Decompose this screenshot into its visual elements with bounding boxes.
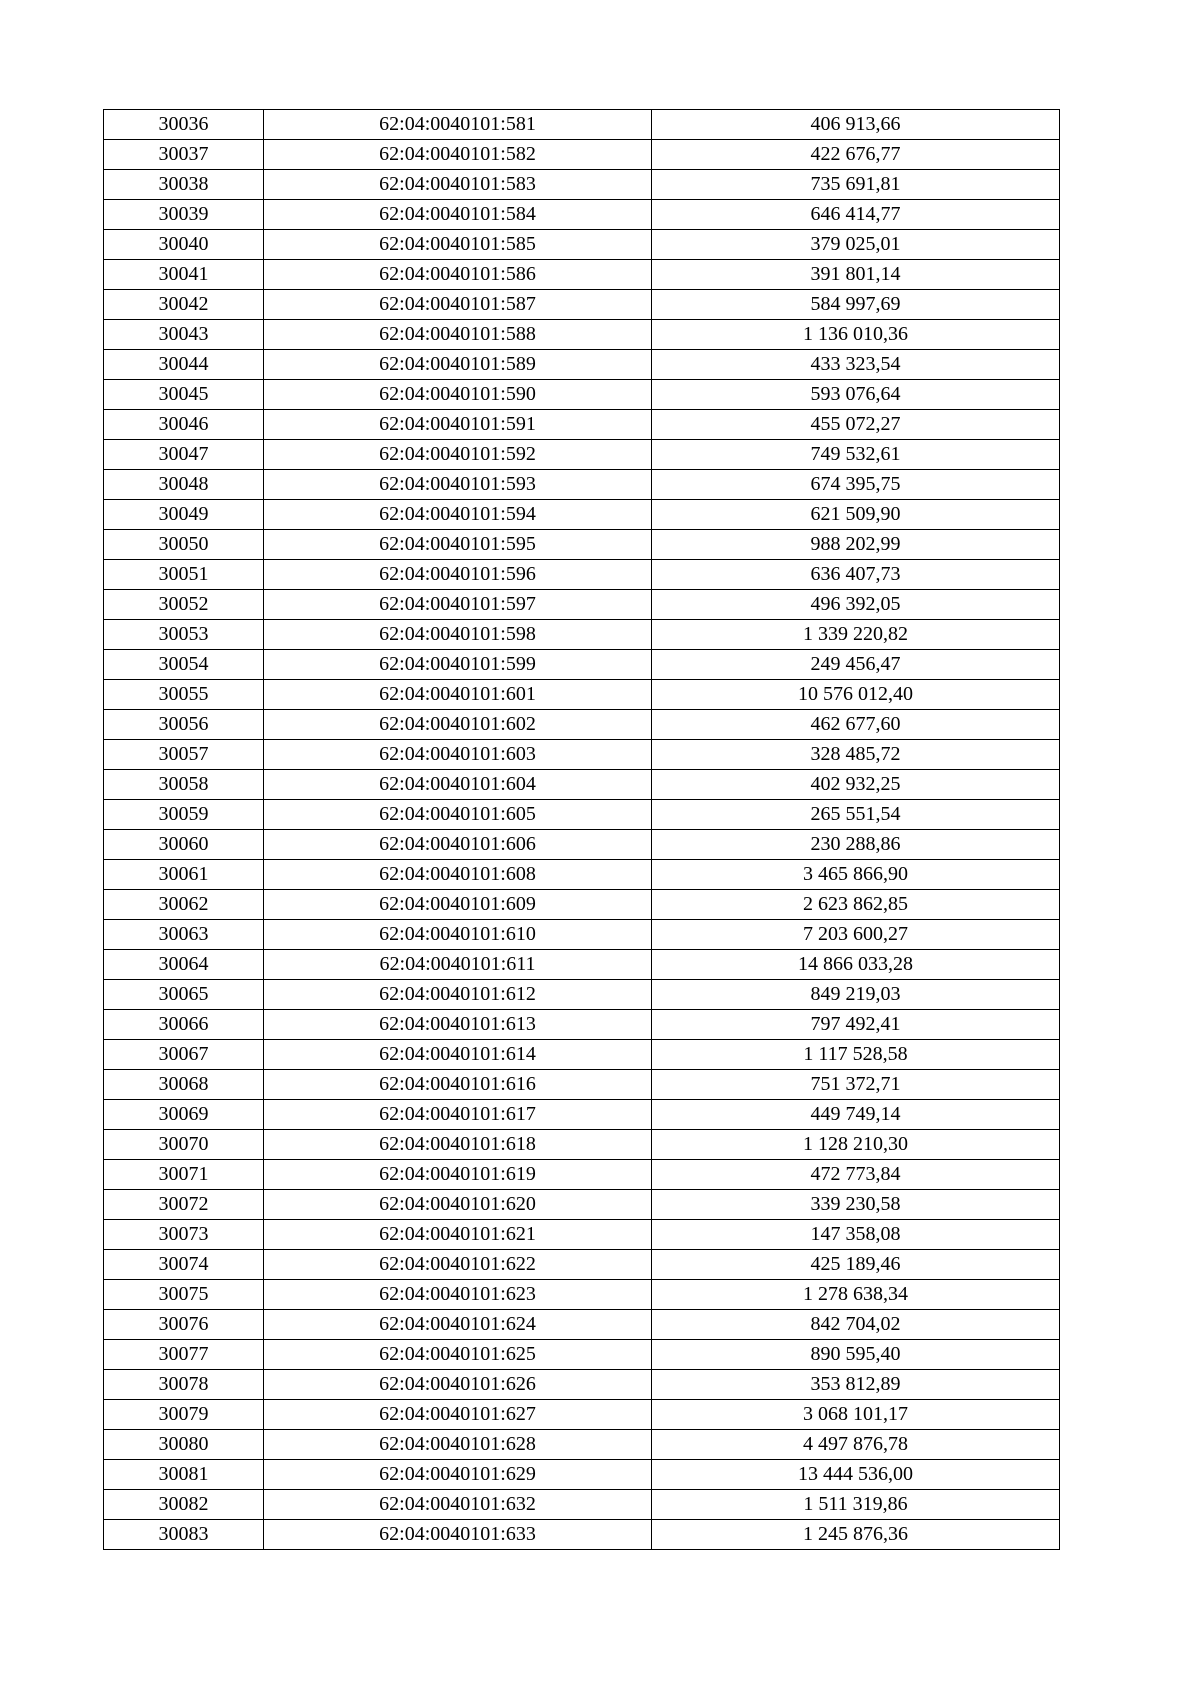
row-number-cell: 30071 <box>104 1160 264 1190</box>
table-row <box>104 1370 1060 1400</box>
value-cell: 646 414,77 <box>652 200 1060 230</box>
cadastral-number-cell: 62:04:0040101:595 <box>264 530 652 560</box>
row-number-cell: 30055 <box>104 680 264 710</box>
row-number-cell: 30062 <box>104 890 264 920</box>
value-cell: 797 492,41 <box>652 1010 1060 1040</box>
table-row <box>104 1070 1060 1100</box>
cadastral-number-cell: 62:04:0040101:624 <box>264 1310 652 1340</box>
table-row <box>104 290 1060 320</box>
row-number-cell: 30077 <box>104 1340 264 1370</box>
cadastral-number-cell: 62:04:0040101:623 <box>264 1280 652 1310</box>
cadastral-number-cell: 62:04:0040101:619 <box>264 1160 652 1190</box>
table-row <box>104 530 1060 560</box>
table-row <box>104 1520 1060 1550</box>
value-cell: 2 623 862,85 <box>652 890 1060 920</box>
row-number-cell: 30076 <box>104 1310 264 1340</box>
value-cell: 353 812,89 <box>652 1370 1060 1400</box>
table-row <box>104 860 1060 890</box>
cadastral-number-cell: 62:04:0040101:627 <box>264 1400 652 1430</box>
cadastral-number-cell: 62:04:0040101:606 <box>264 830 652 860</box>
row-number-cell: 30079 <box>104 1400 264 1430</box>
cadastral-number-cell: 62:04:0040101:621 <box>264 1220 652 1250</box>
table-row <box>104 140 1060 170</box>
value-cell: 3 465 866,90 <box>652 860 1060 890</box>
cadastral-number-cell: 62:04:0040101:605 <box>264 800 652 830</box>
row-number-cell: 30073 <box>104 1220 264 1250</box>
table-row <box>104 1130 1060 1160</box>
row-number-cell: 30048 <box>104 470 264 500</box>
table-row <box>104 1430 1060 1460</box>
table-row <box>104 1340 1060 1370</box>
table-body <box>104 110 1060 1550</box>
value-cell: 472 773,84 <box>652 1160 1060 1190</box>
row-number-cell: 30049 <box>104 500 264 530</box>
value-cell: 988 202,99 <box>652 530 1060 560</box>
value-cell: 3 068 101,17 <box>652 1400 1060 1430</box>
table-row <box>104 1040 1060 1070</box>
table-row <box>104 1100 1060 1130</box>
value-cell: 1 117 528,58 <box>652 1040 1060 1070</box>
value-cell: 584 997,69 <box>652 290 1060 320</box>
cadastral-number-cell: 62:04:0040101:599 <box>264 650 652 680</box>
value-cell: 449 749,14 <box>652 1100 1060 1130</box>
cadastral-number-cell: 62:04:0040101:625 <box>264 1340 652 1370</box>
table-row <box>104 500 1060 530</box>
row-number-cell: 30039 <box>104 200 264 230</box>
value-cell: 593 076,64 <box>652 380 1060 410</box>
table-row <box>104 110 1060 140</box>
cadastral-number-cell: 62:04:0040101:602 <box>264 710 652 740</box>
cadastral-number-cell: 62:04:0040101:591 <box>264 410 652 440</box>
value-cell: 379 025,01 <box>652 230 1060 260</box>
row-number-cell: 30043 <box>104 320 264 350</box>
row-number-cell: 30080 <box>104 1430 264 1460</box>
cadastral-number-cell: 62:04:0040101:584 <box>264 200 652 230</box>
cadastral-number-cell: 62:04:0040101:598 <box>264 620 652 650</box>
value-cell: 328 485,72 <box>652 740 1060 770</box>
table-row <box>104 380 1060 410</box>
row-number-cell: 30067 <box>104 1040 264 1070</box>
value-cell: 230 288,86 <box>652 830 1060 860</box>
value-cell: 674 395,75 <box>652 470 1060 500</box>
table-row <box>104 830 1060 860</box>
row-number-cell: 30045 <box>104 380 264 410</box>
row-number-cell: 30053 <box>104 620 264 650</box>
value-cell: 636 407,73 <box>652 560 1060 590</box>
value-cell: 14 866 033,28 <box>652 950 1060 980</box>
table-row <box>104 1220 1060 1250</box>
table-row <box>104 350 1060 380</box>
value-cell: 147 358,08 <box>652 1220 1060 1250</box>
value-cell: 433 323,54 <box>652 350 1060 380</box>
row-number-cell: 30036 <box>104 110 264 140</box>
table-row <box>104 800 1060 830</box>
table-row <box>104 680 1060 710</box>
table-row <box>104 260 1060 290</box>
row-number-cell: 30057 <box>104 740 264 770</box>
value-cell: 621 509,90 <box>652 500 1060 530</box>
row-number-cell: 30038 <box>104 170 264 200</box>
table-row <box>104 590 1060 620</box>
table-row <box>104 1160 1060 1190</box>
value-cell: 455 072,27 <box>652 410 1060 440</box>
row-number-cell: 30059 <box>104 800 264 830</box>
table-row <box>104 1190 1060 1220</box>
cadastral-number-cell: 62:04:0040101:611 <box>264 950 652 980</box>
table-row <box>104 230 1060 260</box>
value-cell: 249 456,47 <box>652 650 1060 680</box>
table-row <box>104 920 1060 950</box>
cadastral-number-cell: 62:04:0040101:581 <box>264 110 652 140</box>
row-number-cell: 30040 <box>104 230 264 260</box>
cadastral-number-cell: 62:04:0040101:604 <box>264 770 652 800</box>
value-cell: 462 677,60 <box>652 710 1060 740</box>
row-number-cell: 30082 <box>104 1490 264 1520</box>
table-row <box>104 1280 1060 1310</box>
value-cell: 422 676,77 <box>652 140 1060 170</box>
row-number-cell: 30042 <box>104 290 264 320</box>
cadastral-number-cell: 62:04:0040101:590 <box>264 380 652 410</box>
value-cell: 406 913,66 <box>652 110 1060 140</box>
value-cell: 402 932,25 <box>652 770 1060 800</box>
value-cell: 842 704,02 <box>652 1310 1060 1340</box>
cadastral-number-cell: 62:04:0040101:618 <box>264 1130 652 1160</box>
cadastral-number-cell: 62:04:0040101:603 <box>264 740 652 770</box>
value-cell: 849 219,03 <box>652 980 1060 1010</box>
value-cell: 890 595,40 <box>652 1340 1060 1370</box>
row-number-cell: 30069 <box>104 1100 264 1130</box>
table-row <box>104 740 1060 770</box>
value-cell: 339 230,58 <box>652 1190 1060 1220</box>
row-number-cell: 30061 <box>104 860 264 890</box>
cadastral-number-cell: 62:04:0040101:597 <box>264 590 652 620</box>
row-number-cell: 30070 <box>104 1130 264 1160</box>
table-row <box>104 1490 1060 1520</box>
table-row <box>104 440 1060 470</box>
table-row <box>104 470 1060 500</box>
cadastral-number-cell: 62:04:0040101:609 <box>264 890 652 920</box>
row-number-cell: 30060 <box>104 830 264 860</box>
value-cell: 1 339 220,82 <box>652 620 1060 650</box>
cadastral-number-cell: 62:04:0040101:587 <box>264 290 652 320</box>
cadastral-number-cell: 62:04:0040101:632 <box>264 1490 652 1520</box>
cadastral-number-cell: 62:04:0040101:585 <box>264 230 652 260</box>
row-number-cell: 30063 <box>104 920 264 950</box>
cadastral-number-cell: 62:04:0040101:588 <box>264 320 652 350</box>
row-number-cell: 30065 <box>104 980 264 1010</box>
table-row <box>104 1010 1060 1040</box>
cadastral-number-cell: 62:04:0040101:614 <box>264 1040 652 1070</box>
cadastral-number-cell: 62:04:0040101:620 <box>264 1190 652 1220</box>
table-row <box>104 200 1060 230</box>
table-row <box>104 620 1060 650</box>
value-cell: 425 189,46 <box>652 1250 1060 1280</box>
cadastral-number-cell: 62:04:0040101:622 <box>264 1250 652 1280</box>
row-number-cell: 30037 <box>104 140 264 170</box>
table-row <box>104 1310 1060 1340</box>
value-cell: 7 203 600,27 <box>652 920 1060 950</box>
value-cell: 751 372,71 <box>652 1070 1060 1100</box>
value-cell: 1 511 319,86 <box>652 1490 1060 1520</box>
table-row <box>104 710 1060 740</box>
cadastral-number-cell: 62:04:0040101:601 <box>264 680 652 710</box>
cadastral-cost-table <box>103 109 1060 1550</box>
row-number-cell: 30072 <box>104 1190 264 1220</box>
row-number-cell: 30068 <box>104 1070 264 1100</box>
value-cell: 1 278 638,34 <box>652 1280 1060 1310</box>
value-cell: 1 245 876,36 <box>652 1520 1060 1550</box>
value-cell: 391 801,14 <box>652 260 1060 290</box>
row-number-cell: 30074 <box>104 1250 264 1280</box>
row-number-cell: 30083 <box>104 1520 264 1550</box>
cadastral-number-cell: 62:04:0040101:608 <box>264 860 652 890</box>
value-cell: 496 392,05 <box>652 590 1060 620</box>
cadastral-number-cell: 62:04:0040101:596 <box>264 560 652 590</box>
value-cell: 10 576 012,40 <box>652 680 1060 710</box>
value-cell: 4 497 876,78 <box>652 1430 1060 1460</box>
row-number-cell: 30078 <box>104 1370 264 1400</box>
table-row <box>104 560 1060 590</box>
table-row <box>104 890 1060 920</box>
row-number-cell: 30066 <box>104 1010 264 1040</box>
value-cell: 749 532,61 <box>652 440 1060 470</box>
cadastral-number-cell: 62:04:0040101:586 <box>264 260 652 290</box>
cadastral-number-cell: 62:04:0040101:589 <box>264 350 652 380</box>
row-number-cell: 30046 <box>104 410 264 440</box>
row-number-cell: 30050 <box>104 530 264 560</box>
row-number-cell: 30064 <box>104 950 264 980</box>
cadastral-number-cell: 62:04:0040101:629 <box>264 1460 652 1490</box>
table-row <box>104 320 1060 350</box>
table-row <box>104 410 1060 440</box>
table-row <box>104 1400 1060 1430</box>
cadastral-number-cell: 62:04:0040101:610 <box>264 920 652 950</box>
cadastral-number-cell: 62:04:0040101:583 <box>264 170 652 200</box>
row-number-cell: 30041 <box>104 260 264 290</box>
cadastral-number-cell: 62:04:0040101:628 <box>264 1430 652 1460</box>
row-number-cell: 30054 <box>104 650 264 680</box>
cadastral-number-cell: 62:04:0040101:633 <box>264 1520 652 1550</box>
row-number-cell: 30081 <box>104 1460 264 1490</box>
table-row <box>104 770 1060 800</box>
row-number-cell: 30051 <box>104 560 264 590</box>
cadastral-number-cell: 62:04:0040101:593 <box>264 470 652 500</box>
table-row <box>104 950 1060 980</box>
table-row <box>104 1460 1060 1490</box>
row-number-cell: 30058 <box>104 770 264 800</box>
value-cell: 265 551,54 <box>652 800 1060 830</box>
table-row <box>104 1250 1060 1280</box>
cadastral-number-cell: 62:04:0040101:617 <box>264 1100 652 1130</box>
row-number-cell: 30075 <box>104 1280 264 1310</box>
row-number-cell: 30052 <box>104 590 264 620</box>
cadastral-number-cell: 62:04:0040101:592 <box>264 440 652 470</box>
row-number-cell: 30047 <box>104 440 264 470</box>
value-cell: 13 444 536,00 <box>652 1460 1060 1490</box>
value-cell: 1 128 210,30 <box>652 1130 1060 1160</box>
row-number-cell: 30056 <box>104 710 264 740</box>
cadastral-number-cell: 62:04:0040101:582 <box>264 140 652 170</box>
cadastral-number-cell: 62:04:0040101:594 <box>264 500 652 530</box>
row-number-cell: 30044 <box>104 350 264 380</box>
value-cell: 735 691,81 <box>652 170 1060 200</box>
table-row <box>104 170 1060 200</box>
cadastral-number-cell: 62:04:0040101:613 <box>264 1010 652 1040</box>
value-cell: 1 136 010,36 <box>652 320 1060 350</box>
cadastral-number-cell: 62:04:0040101:626 <box>264 1370 652 1400</box>
table-row <box>104 650 1060 680</box>
table-row <box>104 980 1060 1010</box>
cadastral-number-cell: 62:04:0040101:612 <box>264 980 652 1010</box>
cadastral-number-cell: 62:04:0040101:616 <box>264 1070 652 1100</box>
